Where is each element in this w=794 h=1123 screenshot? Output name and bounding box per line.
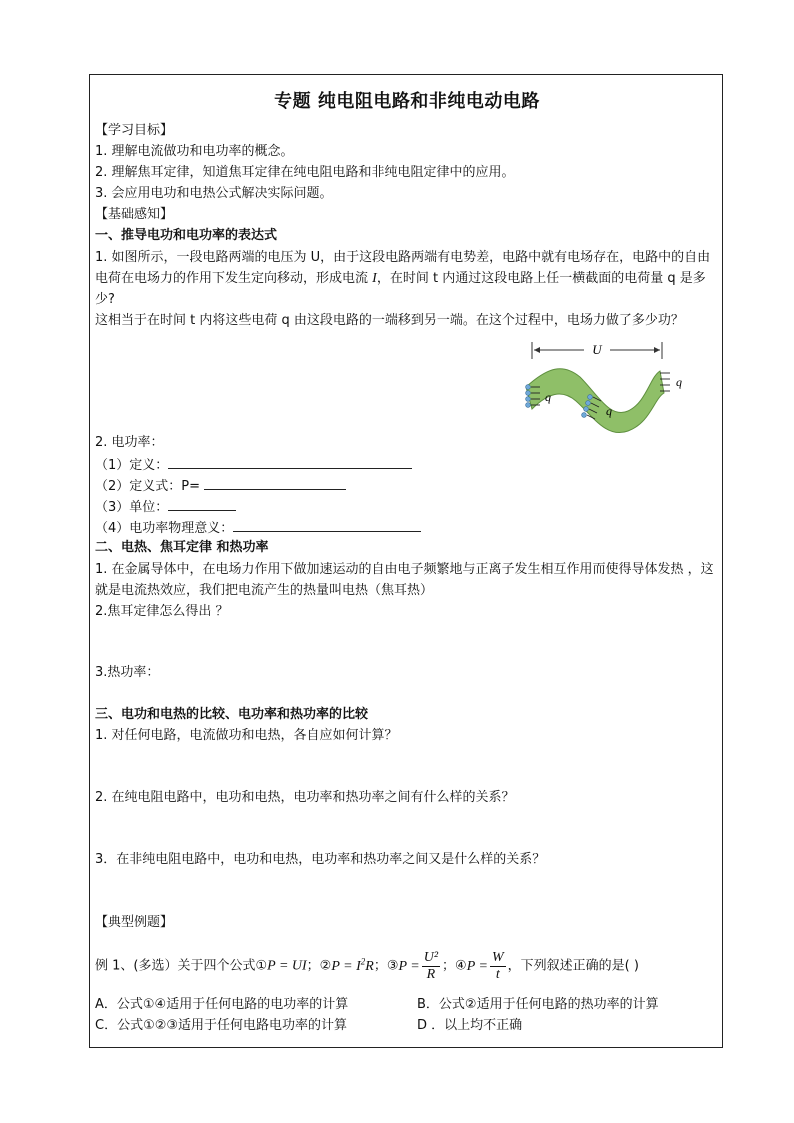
section1-question-1 xyxy=(95,247,720,310)
current-symbol: I xyxy=(372,271,377,286)
option-d: D ．以上均不正确 xyxy=(417,1018,523,1033)
q1-text-part2: ，在时间 t 内通过这段电路上任一横截面的电荷量 q 是多少? xyxy=(95,271,706,307)
goal-item-3: 3. 会应用电功和电热公式解决实际问题。 xyxy=(95,186,333,201)
formula-4: P = $\frac{W}{t}$ xyxy=(466,949,504,982)
section2-para-3: 3.热功率： xyxy=(95,665,160,680)
examples-heading: 【典型例题】 xyxy=(95,915,174,930)
section1-question-follow: 这相当于在时间 t 内将这些电荷 q 由这段电路的一端移到另一端。在这个过程中，电场力做了多少功？ xyxy=(95,313,684,328)
q-label-right: q xyxy=(676,375,682,389)
section2-title: 二、电热、焦耳定律 和热功率 xyxy=(95,540,269,555)
power-meaning: （4）电功率物理意义： xyxy=(95,517,421,539)
u-arrowhead-right xyxy=(654,347,660,353)
option-c: C．公式①②③适用于任何电路电功率的计算 xyxy=(95,1018,348,1033)
worksheet-frame xyxy=(89,74,723,1048)
power-heading: 2. 电功率： xyxy=(95,435,164,450)
basic-heading: 【基础感知】 xyxy=(95,207,174,222)
u-arrowhead-left xyxy=(534,347,540,353)
formula-2: $P = I^2R$ xyxy=(331,956,374,974)
power-definition: （1）定义： xyxy=(95,454,412,476)
u-label: U xyxy=(592,342,602,357)
section2-para-1: 1. 在金属导体中，在电场力作用下做加速运动的自由电子频繁地与正离子发生相互作用而使得导体发热 ，这就是电流热效应，我们把电流产生的热量叫电热（焦耳热） xyxy=(95,562,714,598)
section3-question-1: 1. 对任何电路，电流做功和电热，各自应如何计算？ xyxy=(95,728,398,743)
goal-item-2: 2. 理解焦耳定律，知道焦耳定律在纯电阻电路和非纯电阻定律中的应用。 xyxy=(95,165,515,180)
meaning-blank[interactable] xyxy=(233,517,421,532)
section3-title: 三、电功和电热的比较、电功率和热功率的比较 xyxy=(95,707,369,722)
q1-text-part1: 1. 如图所示，一段电路两端的电压为 U，由于这段电路两端有电势差，电路中就有电场存在，电路中的自由电荷在电场力的作用下发生定向移动，形成电流 xyxy=(95,250,711,286)
formula-3: P = $\frac{\text{U²}}{R}$ xyxy=(398,949,439,982)
power-unit: （3）单位： xyxy=(95,496,236,518)
goals-heading: 【学习目标】 xyxy=(95,123,174,138)
formula-blank[interactable] xyxy=(204,475,346,490)
formula-1: P = UI xyxy=(267,958,307,974)
section3-question-2: 2. 在纯电阻电路中，电功和电热，电功率和热功率之间有什么样的关系？ xyxy=(95,790,515,805)
option-a: A．公式①④适用于任何电路的电功率的计算 xyxy=(95,997,349,1012)
section2-para-2: 2.焦耳定律怎么得出 ？ xyxy=(95,604,229,619)
section3-question-3: 3．在非纯电阻电路中，电功和电热，电功率和热功率之间又是什么样的关系？ xyxy=(95,852,546,867)
section1-title: 一、推导电功和电功率的表达式 xyxy=(95,228,278,243)
goal-item-1: 1. 理解电流做功和电功率的概念。 xyxy=(95,144,294,159)
q-label-left: q xyxy=(545,390,551,404)
definition-blank[interactable] xyxy=(168,454,412,469)
conductor-figure xyxy=(518,339,698,435)
option-b: B．公式②适用于任何电路的热功率的计算 xyxy=(417,997,659,1012)
power-formula: （2）定义式：P= xyxy=(95,475,346,497)
example-1-stem: 例 1、(多选）关于四个公式①P = UI；②P = $I^2R$；③P = $\frac{\text{U²}}{R}$ ；④P = $\frac{W}{t}$ ，下列叙述正确的是( ) xyxy=(95,949,639,982)
q-label-middle: q xyxy=(606,404,612,418)
unit-blank[interactable] xyxy=(168,496,236,511)
page-title: 专题 纯电阻电路和非纯电动电路 xyxy=(274,91,540,112)
